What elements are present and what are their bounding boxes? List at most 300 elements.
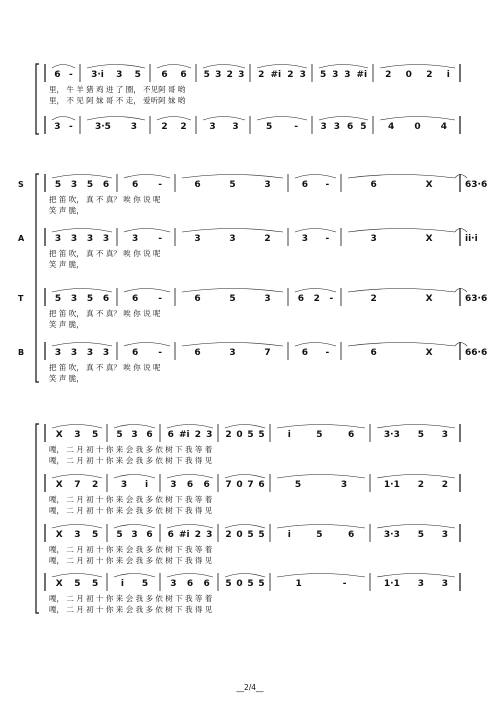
slur [377, 425, 455, 429]
lyric-line: 嘎， 二 月 初 十 你 来 会 我 多 依 树 下 我 等 着 [49, 445, 213, 454]
note: - [325, 180, 330, 190]
measure-notes [180, 234, 285, 244]
measure-notes [465, 348, 487, 358]
note: 4 [440, 122, 447, 132]
note: 3 [206, 530, 213, 540]
measure-notes [317, 122, 370, 132]
measure-notes [223, 579, 267, 589]
note: i [287, 530, 291, 540]
measure-notes [112, 579, 157, 589]
note: - [158, 348, 162, 358]
note: 3 [74, 430, 81, 440]
measure-notes [112, 530, 157, 540]
measure-notes [50, 480, 104, 490]
note: 5 [86, 294, 94, 304]
note: 3·3 [383, 430, 400, 440]
slur [377, 574, 455, 578]
slur [225, 525, 265, 529]
measure-notes [50, 530, 104, 540]
measure-notes [223, 480, 267, 490]
measure-notes [223, 530, 267, 540]
note: #i [270, 70, 282, 80]
note: 6 [161, 70, 168, 80]
measure-notes [50, 70, 77, 80]
slur [455, 289, 467, 293]
measure-notes [165, 579, 215, 589]
note: X [425, 234, 433, 244]
measure-notes [201, 70, 247, 80]
note: #i [178, 430, 190, 440]
note: 6 [370, 348, 377, 358]
measure-notes [255, 70, 309, 80]
measure-notes [375, 530, 457, 540]
note: 2 [180, 122, 187, 132]
note: 5 [417, 430, 424, 440]
measure-notes [155, 70, 193, 80]
note: i [144, 480, 149, 490]
measure-notes [223, 430, 267, 440]
measure-notes [275, 480, 367, 490]
measure-notes [346, 348, 457, 358]
note: i [446, 70, 450, 80]
note: 3 [70, 234, 78, 244]
measure-notes [375, 430, 457, 440]
measure-notes [465, 294, 487, 304]
slur [182, 175, 283, 179]
slur [203, 65, 245, 69]
note: 3 [102, 348, 110, 358]
slur [52, 475, 102, 479]
note: 5 [74, 579, 81, 589]
measure-notes [180, 294, 285, 304]
slur [87, 65, 145, 69]
note: 5 [229, 180, 236, 190]
note: 3 [54, 348, 62, 358]
note: 5 [247, 430, 254, 440]
note: 6 [347, 430, 355, 440]
note: 6 [347, 530, 355, 540]
note: 3 [232, 122, 239, 132]
note: 3 [131, 430, 138, 440]
note: 3 [320, 122, 327, 132]
note: 0 [236, 430, 243, 440]
note: 1·1 [383, 579, 400, 589]
measure-notes [346, 294, 457, 304]
lyric-line: 把 笛 吹， 真 不 真？ 唉 你 说 呢 [49, 249, 161, 258]
slur [52, 525, 102, 529]
note: 6 [465, 180, 472, 190]
slur [225, 574, 265, 578]
slur [348, 289, 455, 293]
note: i [287, 430, 291, 440]
lyric-line: 嘎， 二 月 初 十 你 来 会 我 多 依 树 下 我 得 见 [49, 556, 213, 565]
slur [380, 117, 455, 121]
note: 3 [370, 234, 377, 244]
note: 5 [91, 530, 99, 540]
note: 5 [417, 530, 424, 540]
slur [52, 229, 112, 233]
measure-notes [155, 122, 193, 132]
note: X [425, 348, 433, 358]
note: 3 [417, 579, 424, 589]
note: #i [178, 530, 190, 540]
note: 3 [54, 122, 61, 132]
note: 5 [86, 180, 94, 190]
measure-notes [378, 70, 457, 80]
note: 7 [247, 480, 254, 490]
measure-notes [255, 122, 309, 132]
note: 4 [388, 122, 395, 132]
note: 3·5 [94, 122, 111, 132]
system-bracket [36, 424, 39, 613]
slur [455, 343, 467, 347]
note: 5 [247, 530, 254, 540]
slur [124, 175, 170, 179]
measure-notes [50, 430, 104, 440]
measure-notes [112, 430, 157, 440]
note: 6 [465, 348, 472, 358]
slur [257, 117, 307, 121]
measure-notes [122, 348, 172, 358]
slur [124, 229, 170, 233]
note: 2 [417, 480, 424, 490]
slur [257, 65, 307, 69]
note: 2 [194, 430, 202, 440]
lyric-line: 把 笛 吹， 真 不 真？ 唉 你 说 呢 [49, 309, 161, 318]
slur [295, 175, 336, 179]
note: 5 [229, 294, 236, 304]
note: 5 [225, 579, 232, 589]
note: 5 [203, 70, 210, 80]
note: 1 [295, 579, 302, 589]
note: 3 [441, 430, 449, 440]
slur [319, 117, 368, 121]
note: 6 [186, 480, 194, 490]
slur [380, 65, 455, 69]
measure-notes [317, 70, 370, 80]
slur [225, 475, 265, 479]
slur [295, 343, 336, 347]
note: 2 [161, 122, 168, 132]
note: 5 [258, 530, 265, 540]
slur [377, 525, 455, 529]
measure-notes [346, 180, 457, 190]
measure-notes [112, 480, 157, 490]
note: 3 [301, 234, 308, 244]
note: 3 [299, 70, 306, 80]
voice-label: B [18, 348, 25, 357]
note: 3·6 [471, 294, 488, 304]
note: - [329, 294, 334, 304]
note: 3 [209, 122, 216, 132]
note: 6 [370, 180, 377, 190]
note: - [68, 122, 73, 132]
lyric-line: 把 笛 吹， 真 不 真？ 唉 你 说 呢 [49, 363, 161, 372]
note: 0 [414, 122, 421, 132]
note: X [425, 180, 433, 190]
note: 5 [134, 70, 141, 80]
slur [295, 289, 336, 293]
note: i·i [468, 234, 478, 244]
note: 3 [340, 480, 348, 490]
note: 7 [74, 480, 81, 490]
slur [52, 175, 112, 179]
note: 5 [116, 530, 123, 540]
measure-notes [293, 180, 338, 190]
system-bracket [36, 174, 39, 382]
measure-notes [180, 348, 285, 358]
note: 6 [194, 294, 201, 304]
measure-notes [293, 348, 338, 358]
note: - [158, 180, 162, 190]
note: 6 [465, 294, 472, 304]
note: 6 [203, 480, 210, 490]
measure-notes [201, 122, 247, 132]
slur [182, 229, 283, 233]
measure-notes [465, 180, 487, 190]
note: 6 [131, 294, 139, 304]
slur [167, 425, 213, 429]
slur [167, 525, 213, 529]
note: 5 [91, 430, 99, 440]
measure-notes [293, 294, 338, 304]
note: 3 [131, 530, 138, 540]
measure-notes [275, 530, 367, 540]
measure-notes [122, 234, 172, 244]
measure-notes [50, 122, 77, 132]
note: 5 [294, 480, 302, 490]
measure-notes [122, 294, 172, 304]
lyric-line: 里， 不 见 阿 妹 哥 不 走， 爱听阿 妹 哟 [49, 96, 186, 105]
note: 5 [54, 294, 62, 304]
note: 3·6 [471, 180, 488, 190]
note: 5 [247, 579, 254, 589]
note: 0 [236, 579, 243, 589]
note: 2 [226, 70, 233, 80]
measure-notes [180, 180, 285, 190]
note: 3 [229, 234, 236, 244]
note: X [55, 579, 63, 589]
slur [52, 574, 102, 578]
lyric-line: 笑 声 脆， [49, 320, 84, 329]
measure-notes [378, 122, 457, 132]
note: - [325, 348, 330, 358]
note: 3 [131, 234, 139, 244]
slur [225, 425, 265, 429]
note: 3 [120, 480, 128, 490]
slur [157, 65, 191, 69]
note: 3 [70, 294, 78, 304]
note: 0 [236, 480, 243, 490]
note: - [158, 234, 162, 244]
note: 3 [332, 70, 339, 80]
slur [277, 574, 365, 578]
slur [52, 117, 75, 121]
note: #i [356, 70, 368, 80]
note: 5 [91, 579, 99, 589]
note: 6 [258, 480, 265, 490]
lyric-line: 笑 声 脆， [49, 374, 84, 383]
note: 2 [225, 430, 232, 440]
slur [277, 475, 365, 479]
note: 1·1 [383, 480, 400, 490]
measure-notes [275, 430, 367, 440]
note: 2 [264, 234, 271, 244]
lyric-line: 嘎， 二 月 初 十 你 来 会 我 多 依 树 下 我 等 着 [49, 545, 213, 554]
slur [52, 289, 112, 293]
voice-label: A [18, 234, 25, 243]
voice-label: T [18, 294, 24, 303]
slur [182, 289, 283, 293]
slur [114, 475, 155, 479]
note: 3 [264, 180, 271, 190]
measure-notes [165, 530, 215, 540]
note: 6 [297, 294, 305, 304]
note: 3 [264, 294, 271, 304]
note: 3·i [91, 70, 104, 80]
note: 2 [385, 70, 392, 80]
measure-notes [122, 180, 172, 190]
slur [348, 229, 455, 233]
note: 2 [313, 294, 320, 304]
note: i [465, 234, 469, 244]
measure-notes [85, 70, 147, 80]
note: - [342, 579, 347, 589]
note: 7 [225, 480, 232, 490]
note: 3 [344, 70, 351, 80]
note: 3 [116, 70, 123, 80]
note: 2 [287, 70, 294, 80]
slur [348, 175, 455, 179]
measure-notes [165, 430, 215, 440]
measure-notes [165, 480, 215, 490]
lyric-line: 嘎， 二 月 初 十 你 来 会 我 多 依 树 下 我 得 见 [49, 605, 213, 614]
slur [124, 343, 170, 347]
slur [114, 525, 155, 529]
slur [114, 574, 155, 578]
slur [277, 525, 365, 529]
note: 5 [116, 430, 123, 440]
page-number: __2/4__ [236, 683, 264, 692]
note: 0 [405, 70, 412, 80]
measure-notes [465, 234, 478, 244]
slur [157, 117, 191, 121]
note: 6 [301, 180, 308, 190]
note: 2 [370, 294, 377, 304]
note: 6 [102, 180, 110, 190]
measure-notes [375, 579, 457, 589]
note: 5 [258, 579, 265, 589]
note: 3 [238, 70, 245, 80]
slur [87, 117, 145, 121]
note: - [325, 234, 330, 244]
note: X [55, 480, 63, 490]
note: 3·3 [383, 530, 400, 540]
slur [319, 65, 368, 69]
note: 3 [70, 348, 78, 358]
note: 6 [146, 430, 153, 440]
lyric-line: 笑 声 脆， [49, 206, 84, 215]
note: 6 [180, 70, 187, 80]
lyric-line: 嘎， 二 月 初 十 你 来 会 我 多 依 树 下 我 得 见 [49, 506, 213, 515]
note: 6 [131, 180, 139, 190]
note: 6 [131, 348, 139, 358]
note: X [55, 530, 63, 540]
note: 5 [316, 430, 323, 440]
note: 3 [170, 579, 177, 589]
note: 6 [186, 579, 194, 589]
note: 2 [426, 70, 433, 80]
lyric-line: 嘎， 二 月 初 十 你 来 会 我 多 依 树 下 我 等 着 [49, 594, 213, 603]
lyric-line: 把 笛 吹， 真 不 真？ 唉 你 说 呢 [49, 195, 161, 204]
note: 5 [54, 180, 62, 190]
lyric-line: 里， 牛 羊 猪 鸡 进 了 圈， 不见阿 哥 哟 [49, 85, 186, 94]
lyric-line: 嘎， 二 月 初 十 你 来 会 我 多 依 树 下 我 得 见 [49, 456, 213, 465]
lyric-line: 笑 声 脆， [49, 260, 84, 269]
note: 5 [265, 122, 273, 132]
note: 7 [264, 348, 271, 358]
note: 3 [206, 430, 213, 440]
measure-notes [275, 579, 367, 589]
note: 5 [319, 70, 327, 80]
slur [167, 574, 213, 578]
note: 6 [146, 530, 153, 540]
note: 6 [102, 294, 110, 304]
note: 5 [316, 530, 323, 540]
note: - [158, 294, 162, 304]
measure-notes [85, 122, 147, 132]
note: 2 [441, 480, 449, 490]
voice-label: S [18, 180, 24, 189]
note: 3 [229, 348, 236, 358]
note: 3 [54, 234, 62, 244]
slur [455, 175, 467, 179]
slur [203, 117, 245, 121]
note: 3 [86, 234, 94, 244]
slur [167, 475, 213, 479]
measure-notes [50, 348, 114, 358]
measure-notes [375, 480, 457, 490]
note: 6 [301, 348, 308, 358]
measure-notes [50, 579, 104, 589]
measure-notes [293, 234, 338, 244]
note: 6 [346, 122, 354, 132]
note: X [425, 294, 433, 304]
note: - [68, 70, 73, 80]
slur [377, 475, 455, 479]
note: 2 [194, 530, 202, 540]
note: 6·6 [471, 348, 488, 358]
system-bracket [36, 64, 39, 134]
slur [455, 229, 467, 233]
note: 3 [74, 530, 81, 540]
note: 6 [194, 348, 201, 358]
note: 5 [360, 122, 367, 132]
note: 3 [194, 234, 201, 244]
slur [348, 343, 455, 347]
note: 3 [441, 579, 449, 589]
page-number-text: 2/4 [243, 683, 257, 692]
note: X [55, 430, 63, 440]
lyric-line: 嘎， 二 月 初 十 你 来 会 我 多 依 树 下 我 等 着 [49, 495, 213, 504]
measure-notes [50, 180, 114, 190]
note: 6 [167, 430, 174, 440]
measure-notes [50, 234, 114, 244]
note: 6 [194, 180, 201, 190]
note: 3 [441, 530, 449, 540]
slur [277, 425, 365, 429]
note: 3 [333, 122, 340, 132]
